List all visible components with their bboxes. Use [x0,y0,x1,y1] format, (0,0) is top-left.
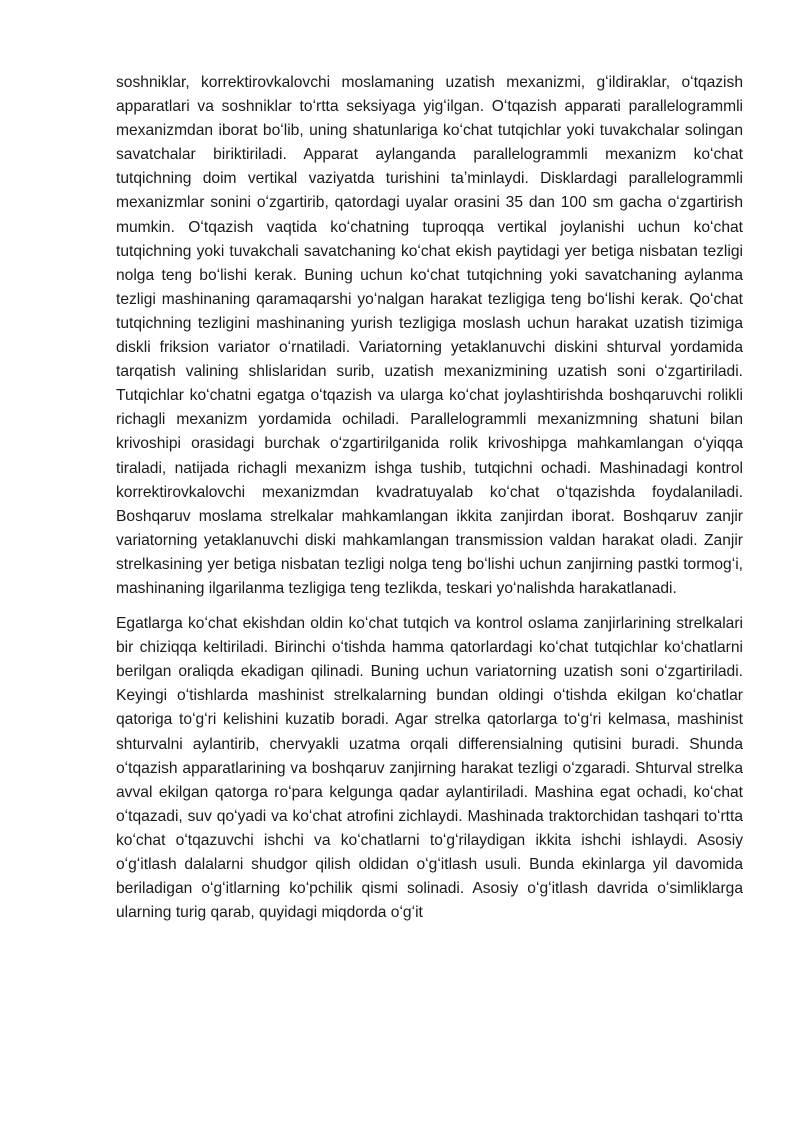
document-body [116,71,743,925]
paragraph-2: Egatlarga koʻchat ekishdan oldin koʻchat tutqich va kontrol oslama zanjirlarining strelkalari bir chiziqqa keltiriladi. Birinchi oʻtishda hamma qatorlardagi koʻchat tutqichlar koʻchatlarni berilgan oraliqda ekadigan qilinadi. Buning uchun variatorning uzatish soni oʻzgartiriladi. Keyingi oʻtishlarda mashinist strelkalarning bundan oldingi oʻtishda ekilgan koʻchatlar qatoriga toʻgʻri kelishini kuzatib boradi. Agar strelka qatorlarga toʻgʻri kelmasa, mashinist shturvalni aylantirib, chervyakli uzatma orqali differensialning qutisini buradi. Shunda oʻtqazish apparatlarining va boshqaruv zanjirning harakat tezligi oʻzgaradi. Shturval strelka avval ekilgan qatorga roʻpara kelgunga qadar aylantiriladi. Mashina egat ochadi, koʻchat oʻtqazadi, suv qoʻyadi va koʻchat atrofini zichlaydi. Mashinada traktorchidan tashqari toʻrtta koʻchat oʻtqazuvchi ishchi va koʻchatlarni toʻgʻrilaydigan ikkita ishchi ishlaydi. Asosiy oʻgʻitlash dalalarni shudgor qilish oldidan oʻgʻitlash usuli. Bunda ekinlarga yil davomida beriladigan oʻgʻitlarning koʻpchilik qismi solinadi. Asosiy oʻgʻitlash davrida oʻsimliklarga ularning turig qarab, quyidagi miqdorda oʻgʻit [116,615,743,922]
paragraph-1: soshniklar, korrektirovkalovchi moslamaning uzatish mexanizmi, gʻildiraklar, oʻtqazish apparatlari va soshniklar toʻrtta seksiyaga yigʻilgan. Oʻtqazish apparati parallelogrammli mexanizmdan iborat boʻlib, uning shatunlariga koʻchat tutqichlar yoki tuvakchalar solingan savatchalar biriktiriladi. Apparat aylanganda parallelogrammli mexanizm koʻchat tutqichning doim vertikal vaziyatda turishini taʼminlaydi. Disklardagi parallelogrammli mexanizmlar sonini oʻzgartirib, qatordagi uyalar orasini 35 dan 100 sm gacha oʻzgartirish mumkin. Oʻtqazish vaqtida koʻchatning tuproqqa vertikal joylanishi uchun koʻchat tutqichning yoki tuvakchali savatchaning koʻchat ekish paytidagi yer betiga nisbatan tezligi nolga teng boʻlishi kerak. Buning uchun koʻchat tutqichning yoki savatchaning aylanma tezligi mashinaning qaramaqarshi yoʻnalgan harakat tezligiga teng boʻlishi kerak. Qoʻchat tutqichning tezligini mashinaning yurish tezligiga moslash uchun harakat uzatish tizimiga diskli friksion variator oʻrnatiladi. Variatorning yetaklanuvchi diskini shturval yordamida tarqatish valining shlislaridan surib, uzatish mexanizmining uzatish soni oʻzgartiriladi. Tutqichlar koʻchatni egatga oʻtqazish va ularga koʻchat joylashtirishda boshqaruvchi rolikli richagli mexanizm yordamida ochiladi. Parallelogrammli mexanizmning shatuni bilan krivoshipi orasidagi burchak oʻzgartirilganida rolik krivoshipga mahkamlangan oʻyiqqa tiraladi, natijada richagli mexanizm ishga tushib, tutqichni ochadi. Mashinadagi kontrol korrektirovkalovchi mexanizmdan kvadratuyalab koʻchat oʻtqazishda foydalaniladi. Boshqaruv moslama strelkalar mahkamlangan ikkita zanjirdan iborat. Boshqaruv zanjir variatorning yetaklanuvchi diski mahkamlangan transmission valdan harakat oladi. Zanjir strelkasining yer betiga nisbatan tezligi nolga teng boʻlishi uchun zanjirning pastki tormogʻi, mashinaning ilgarilanma tezligiga teng tezlikda, teskari yoʻnalishda harakatlanadi. [116,74,743,597]
